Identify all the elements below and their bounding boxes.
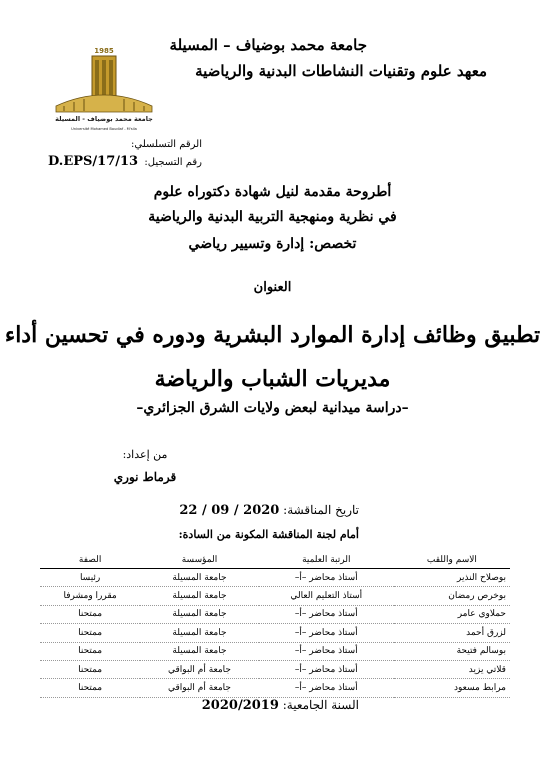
thesis-specialty-line: تخصص: إدارة وتسيير رياضي — [188, 236, 357, 252]
academic-year-label: السنة الجامعية: — [282, 698, 359, 712]
thesis-subtitle: –دراسة ميدانية لبعض ولايات الشرق الجزائري– — [136, 400, 409, 416]
jury-header-name: الاسم واللقب — [394, 552, 510, 569]
jury-header-row — [40, 552, 510, 569]
jury-member-institution: جامعة أم البواقي — [140, 679, 259, 697]
table-row — [40, 569, 510, 587]
logo-name-ar: جامعة محمد بوضياف - المسيلة — [55, 115, 153, 123]
jury-member-rank: أستاذ محاضر –أ– — [259, 624, 394, 642]
academic-year-line — [202, 698, 359, 713]
logo-name-latin: Université Mohamed Boudiaf - M'sila — [71, 127, 137, 131]
jury-table — [40, 552, 510, 698]
jury-header-rank: الرتبة العلمية — [259, 552, 394, 569]
table-row — [40, 605, 510, 623]
university-logo — [52, 44, 156, 136]
jury-member-institution: جامعة المسيلة — [140, 624, 259, 642]
jury-header-role: الصفة — [40, 552, 140, 569]
jury-member-name: مرابط مسعود — [394, 679, 510, 697]
title-label: العنوان — [253, 280, 292, 295]
jury-member-name: لزرق أحمد — [394, 624, 510, 642]
thesis-title-line-1: تطبيق وظائف إدارة الموارد البشرية ودوره في تحسين أداء — [4, 322, 541, 348]
table-row — [40, 679, 510, 697]
table-row — [40, 642, 510, 660]
jury-member-name: قلاتي يزيد — [394, 660, 510, 678]
author-name: قرماط نوري — [113, 470, 177, 484]
university-name: جامعة محمد بوضياف – المسيلة — [169, 36, 367, 54]
jury-member-rank: أستاذ محاضر –أ– — [259, 679, 394, 697]
jury-member-rank: أستاذ محاضر –أ– — [259, 605, 394, 623]
table-row — [40, 587, 510, 605]
jury-member-role: ممتحنا — [40, 660, 140, 678]
jury-member-rank: أستاذ محاضر –أ– — [259, 642, 394, 660]
jury-member-name: حملاوي عامر — [394, 605, 510, 623]
table-row — [40, 660, 510, 678]
jury-header-institution: المؤسسة — [140, 552, 259, 569]
jury-member-role: رئيسا — [40, 569, 140, 587]
registration-code: D.EPS/17/13 — [48, 154, 139, 169]
serial-number-label: الرقم التسلسلي: — [131, 139, 202, 150]
academic-year-value: 2020/2019 — [201, 698, 279, 713]
jury-member-role: ممتحنا — [40, 605, 140, 623]
jury-member-institution: جامعة المسيلة — [140, 642, 259, 660]
jury-member-institution: جامعة المسيلة — [140, 587, 259, 605]
jury-member-name: بوخرص رمضان — [394, 587, 510, 605]
jury-member-name: بوسالم فتيحة — [394, 642, 510, 660]
jury-member-rank: أستاذ محاضر –أ– — [259, 569, 394, 587]
tower-logo-icon — [52, 44, 156, 136]
committee-label: أمام لجنة المناقشة المكونة من السادة: — [178, 528, 359, 541]
logo-year: 1985 — [94, 47, 114, 55]
jury-member-institution: جامعة المسيلة — [140, 605, 259, 623]
institute-name: معهد علوم وتقنيات النشاطات البدنية والرياضية — [195, 62, 487, 80]
jury-member-role: ممتحنا — [40, 642, 140, 660]
prepared-by-label: من إعداد: — [122, 448, 168, 461]
jury-member-rank: أستاذ محاضر –أ– — [259, 660, 394, 678]
jury-member-role: ممتحنا — [40, 624, 140, 642]
thesis-degree-line: أطروحة مقدمة لنيل شهادة دكتوراه علوم — [153, 184, 392, 200]
defense-date-value: 22 / 09 / 2020 — [179, 503, 280, 518]
jury-member-institution: جامعة أم البواقي — [140, 660, 259, 678]
jury-member-institution: جامعة المسيلة — [140, 569, 259, 587]
jury-member-role: ممتحنا — [40, 679, 140, 697]
jury-member-role: مقررا ومشرفا — [40, 587, 140, 605]
jury-member-rank: أستاذ التعليم العالي — [259, 587, 394, 605]
thesis-title-line-2: مديريات الشباب والرياضة — [154, 366, 391, 392]
thesis-field-line: في نظرية ومنهجية التربية البدنية والرياضية — [148, 209, 397, 225]
table-row — [40, 624, 510, 642]
jury-member-name: بوصلاح النذير — [394, 569, 510, 587]
defense-date-line — [179, 503, 359, 518]
registration-label: رقم التسجيل: — [144, 157, 202, 168]
defense-date-label: تاريخ المناقشة: — [283, 503, 359, 517]
